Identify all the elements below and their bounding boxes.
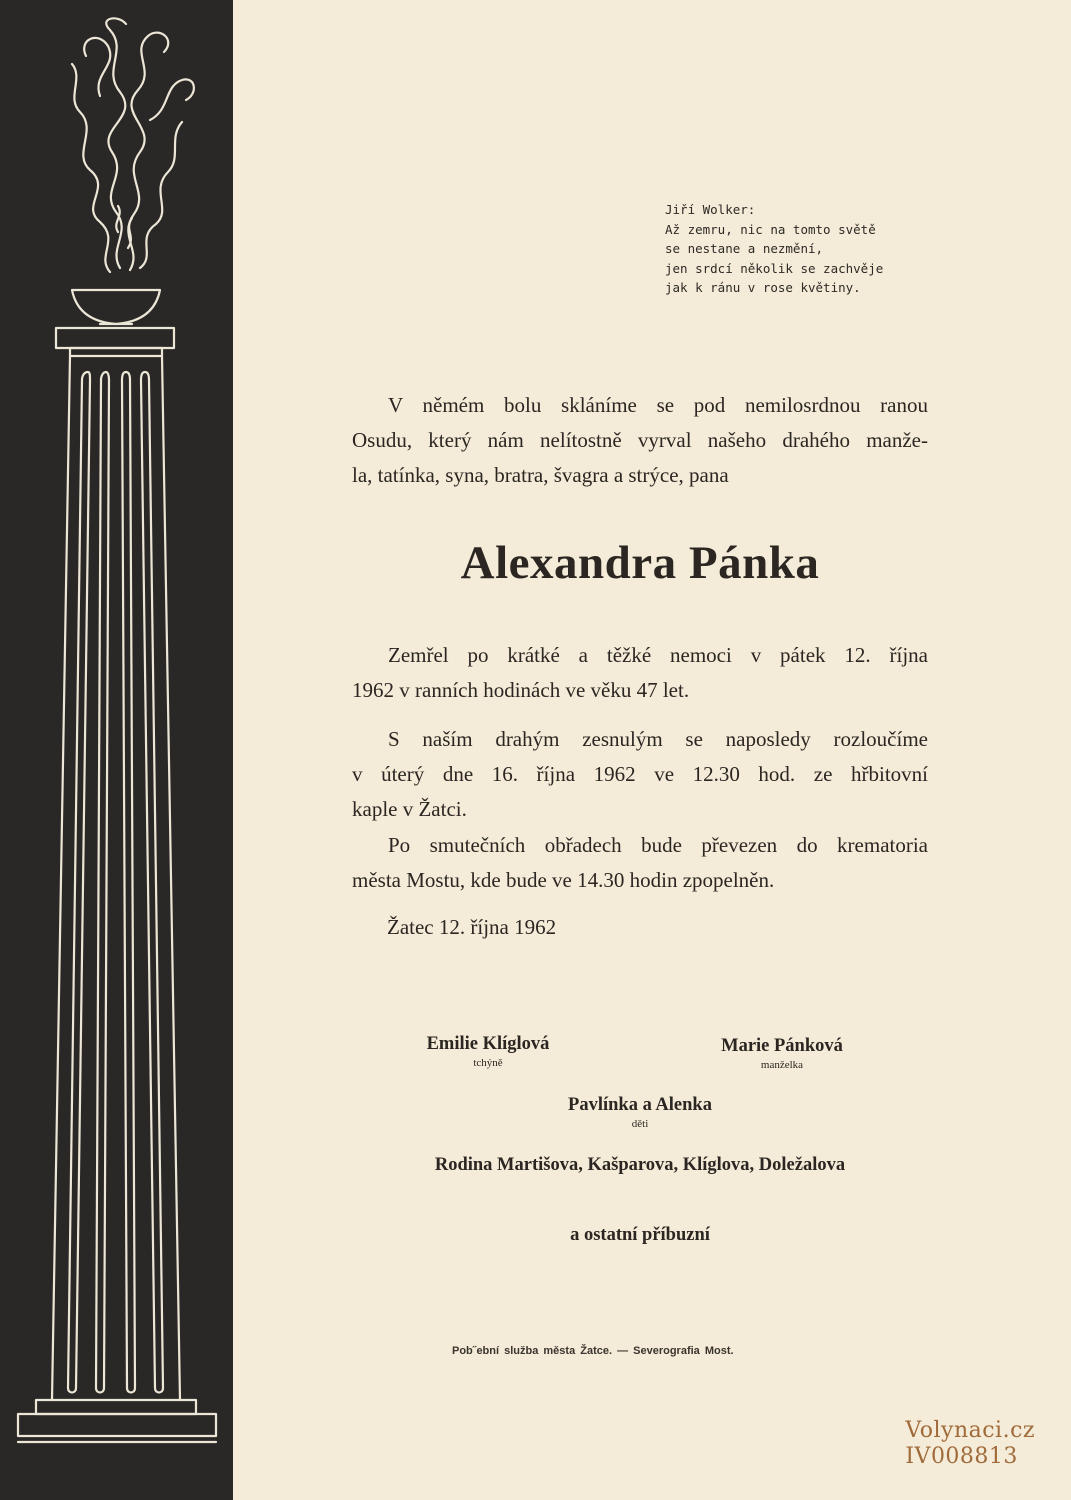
poem-line: jak k ránu v rose květiny. <box>665 280 861 295</box>
decorative-band <box>0 0 233 1500</box>
families <box>350 1155 930 1176</box>
column-with-urn-illustration <box>0 0 233 1500</box>
farewell-paragraph <box>352 722 928 827</box>
signatory <box>388 1034 588 1069</box>
poem-line: se nestane a nezmění, <box>665 241 824 256</box>
signatory-role: manželka <box>760 1059 804 1071</box>
poem-line: jen srdcí několik se zachvěje <box>665 260 884 276</box>
watermark-id: IV008813 <box>905 1444 1018 1469</box>
printer-footer: Pob˝ební služba města Žatce. — Severografia Most. <box>452 1345 734 1357</box>
watermark <box>905 1418 1035 1470</box>
families-text: Rodina Martišova, Kašparova, Klíglova, Doležalova <box>434 1155 846 1175</box>
signatory-name: Emilie Klíglová <box>426 1034 550 1054</box>
intro-line: Osudu, který nám nelítostně vyrval našeho drahého manže- <box>352 428 928 452</box>
signatory-role: děti <box>631 1118 649 1130</box>
death-line: 1962 v ranních hodinách ve věku 47 let. <box>352 678 690 702</box>
signatory-name: Pavlínka a Alenka <box>568 1095 712 1115</box>
poem-line: Až zemru, nic na tomto světě <box>665 221 876 237</box>
farewell-line: v úterý dne 16. října 1962 ve 12.30 hod. ze hřbitovní <box>352 762 928 786</box>
intro-line: V němém bolu skláníme se pod nemilosrdnou ranou <box>388 393 928 417</box>
cremation-line: Po smutečních obřadech bude převezen do krematoria <box>388 833 928 857</box>
cremation-line: města Mostu, kde bude ve 14.30 hodin zpopelněn. <box>352 868 775 892</box>
signatory-name: Marie Pánková <box>721 1036 843 1056</box>
farewell-line: S naším drahým zesnulým se naposledy rozloučíme <box>388 727 928 751</box>
signatory <box>520 1095 760 1130</box>
signatory-role: tchýně <box>473 1057 503 1069</box>
other-relatives <box>490 1225 790 1246</box>
other-relatives-text: a ostatní příbuzní <box>570 1225 710 1245</box>
deceased-name: Alexandra Pánka <box>460 537 820 589</box>
intro-line: la, tatínka, syna, bratra, švagra a strýce, pana <box>352 463 729 487</box>
cremation-paragraph <box>352 828 928 898</box>
death-paragraph <box>352 638 928 708</box>
intro-paragraph <box>352 388 928 493</box>
poem-author: Jiří Wolker: <box>665 202 756 217</box>
poem-quote <box>665 200 883 298</box>
signatory <box>682 1036 882 1071</box>
watermark-site: Volynaci.cz <box>905 1418 1035 1443</box>
death-line: Zemřel po krátké a těžké nemoci v pátek 12. října <box>388 643 928 667</box>
farewell-line: kaple v Žatci. <box>352 797 467 821</box>
urn-icon <box>72 290 160 324</box>
place-date: Žatec 12. října 1962 <box>387 915 557 939</box>
